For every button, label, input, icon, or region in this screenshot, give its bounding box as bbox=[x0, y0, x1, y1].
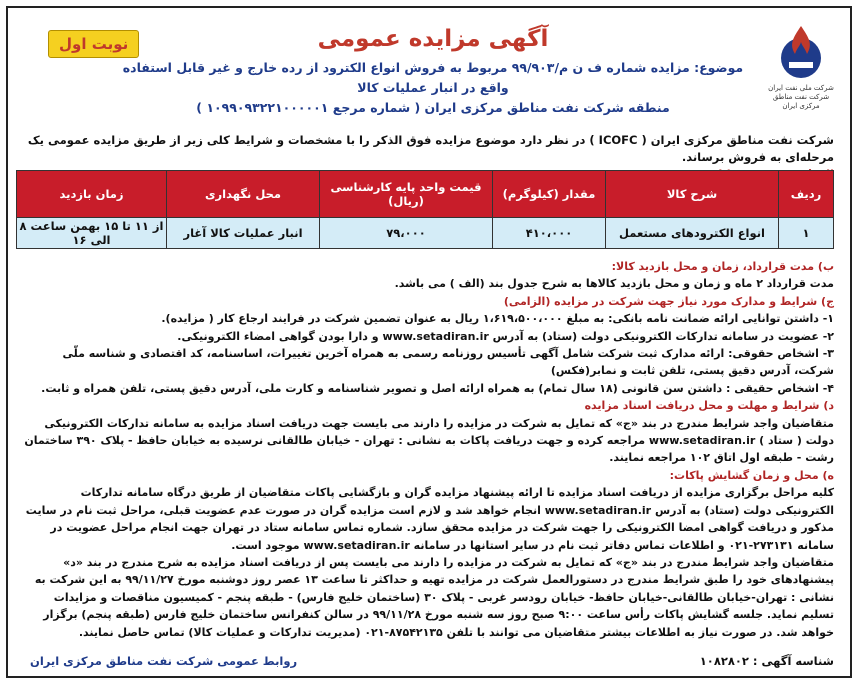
public-relations-signature: روابط عمومی شرکت نفت مناطق مرکزی ایران bbox=[30, 654, 298, 668]
first-notice-badge: نوبت اول bbox=[48, 30, 139, 58]
col-location-header: محل نگهداری bbox=[167, 171, 320, 218]
cell-qty: ۴۱۰،۰۰۰ bbox=[493, 218, 606, 249]
cell-price: ۷۹،۰۰۰ bbox=[320, 218, 493, 249]
subject-line-2: منطقه شرکت نفت مناطق مرکزی ایران ( شماره مرجع ۱۰۹۹۰۹۳۲۲۱۰۰۰۰۰۱ ) bbox=[196, 100, 670, 115]
cell-location: انبار عملیات کالا آغار bbox=[167, 218, 320, 249]
nioc-flame-icon bbox=[773, 22, 829, 80]
section-e-text-1: کلیه مراحل برگزاری مزایده از دریافت اسناد مزایده تا ارائه پیشنهاد مزایده گران و بازگشایی پاکات متقاضیان از طریق درگاه سامانه تدارکات الکترونیکی دولت (ستاد) به آدرس www.setadiran.ir انجام خواهد شد و لازم است مزایده گران در صورت عدم عضویت قبلی، مراحل ثبت نام در سایت مذکور و دریافت گواهی امضا الکترونیکی را جهت شرکت در مزایده محقق سازد. شماره تماس سامانه ستاد در تهران جهت انجام مراحل عضویت در سامانه ۲۷۳۱۳۱-۰۲۱ و اطلاعات تماس دفاتر ثبت نام در سایر استانها در سامانه www.setadiran.ir موجود است. bbox=[25, 486, 834, 552]
table-row bbox=[17, 218, 834, 249]
section-e-title: ه) محل و زمان گشایش پاکات: bbox=[669, 468, 834, 482]
section-b-title: ب) مدت قرارداد، زمان و محل بازدید کالا: bbox=[611, 260, 834, 273]
ad-id: شناسه آگهی : ۱۰۸۲۸۰۲ bbox=[699, 654, 834, 668]
notice-body bbox=[20, 258, 834, 641]
tender-notice bbox=[6, 6, 852, 678]
section-c-item: ۱- داشتن توانایی ارائه ضمانت نامه بانکی: به مبلغ ۱،۶۱۹،۵۰۰،۰۰۰ ریال به عنوان تضمین شرکت در فرایند ارجاع کار ( مزایده). bbox=[161, 312, 834, 326]
section-d-title: د) شرایط و مهلت و محل دریافت اسناد مزایده bbox=[584, 399, 834, 413]
section-c-title: ج) شرایط و مدارک مورد نیاز جهت شرکت در مزایده (الزامی) bbox=[503, 294, 834, 308]
col-item-header: شرح کالا bbox=[606, 171, 779, 218]
notice-footer bbox=[20, 654, 834, 668]
cell-item: انواع الکترودهای مستعمل bbox=[606, 218, 779, 249]
notice-header bbox=[108, 26, 758, 118]
col-visit-header: زمان بازدید bbox=[17, 171, 167, 218]
section-c-item: ۲- عضویت در سامانه تدارکات الکترونیکی دولت (ستاد) به آدرس www.setadiran.ir و دارا بودن گواهی امضاء الکترونیکی. bbox=[177, 329, 834, 343]
intro-text: شرکت نفت مناطق مرکزی ایران ( ICOFC ) در نظر دارد موضوع مزایده فوق الذکر را با مشخصات و شرایط کلی زیر از طریق مزایده عمومی یک مرحله‌ای به فروش برساند. bbox=[27, 133, 834, 164]
cell-row: ۱ bbox=[779, 218, 834, 249]
logo-caption: شرکت ملی نفت ایران شرکت نفت مناطق مرکزی ایران bbox=[768, 84, 834, 110]
col-row-header: ردیف bbox=[779, 171, 834, 218]
cell-visit: از ۱۱ تا ۱۵ بهمن ساعت ۸ الی ۱۶ bbox=[17, 218, 167, 249]
section-c-item: ۴- اشخاص حقیقی : داشتن سن قانونی (۱۸ سال تمام) به همراه ارائه اصل و تصویر شناسنامه و کارت ملی، آدرس دقیق پستی، تلفن همراه و ثابت. bbox=[41, 381, 834, 395]
section-e-text-2: متقاضیان واجد شرایط مندرج در بند «ج» که تمایل به شرکت در مزایده را دارند می بایست پس از دریافت اسناد مزایده به شرح مندرج در بند «د» پیشنهادهای خود را طبق شرایط مندرج در دستورالعمل شرکت در مزایده تهیه و حداکثر تا ساعت ۱۳ عصر روز دوشنبه مورخ ۹۹/۱۱/۲۷ به این شرکت به نشانی : تهران-خیابان طالقانی-خیابان حافظ- خیابان رودسر غربی - پلاک ۳۰ (ساختمان خلیج فارس) - طبقه پنجم - کمیسیون مناقصات و مزایدات تسلیم نماید. جلسه گشایش پاکات رأس ساعت ۹:۰۰ صبح روز سه شنبه مورخ ۹۹/۱۱/۲۸ در سالن کنفرانس ساختمان خلیج فارس (طبقه پنجم) برگزار خواهد شد. در صورت نیاز به اطلاعات بیشتر متقاضیان می توانند با تلفن ۸۷۵۴۲۱۳۵-۰۲۱ (مدیریت تدارکات و عملیات کالا) تماس حاصل نمایند. bbox=[34, 555, 834, 639]
col-qty-header: مقدار (کیلوگرم) bbox=[493, 171, 606, 218]
section-d-text: متقاضیان واجد شرایط مندرج در بند «ج» که تمایل به شرکت در مزایده را دارند می بایست جهت دریافت اسناد مزایده به سامانه تدارکات الکترونیکی دولت ( ستاد ) www.setadiran.ir مراجعه کرده و جهت دریافت پاکات به نشانی : تهران - خیابان طالقانی نرسیده به خیابان حافظ - پلاک ۳۹۰ ساختمان رشت - طبقه اول اتاق ۱۰۲ مراجعه نمایند. bbox=[24, 416, 834, 465]
nioc-logo bbox=[768, 22, 834, 111]
notice-title: آگهی مزایده عمومی bbox=[317, 26, 549, 52]
subject-line-1: موضوع: مزایده شماره ف ن م/۹۹/۹۰۳ مربوط به فروش انواع الکترود از رده خارج و غیر قابل استفاده واقع در انبار عملیات کالا bbox=[122, 60, 744, 95]
section-b-text: مدت قرارداد ۲ ماه و زمان و محل بازدید کالاها به شرح جدول بند (الف ) می باشد. bbox=[394, 277, 834, 291]
table-header-row bbox=[17, 171, 834, 218]
col-price-header: قیمت واحد پایه کارشناسی (ریال) bbox=[320, 171, 493, 218]
items-table bbox=[16, 170, 834, 249]
section-c-item: ۳- اشخاص حقوقی: ارائه مدارک ثبت شرکت شامل آگهی تأسیس روزنامه رسمی به همراه آخرین تغییرات، اساسنامه، کد اقتصادی و شناسه ملّی شرکت، آدرس دقیق پستی، تلفن ثابت و نمابر(فکس) bbox=[62, 347, 834, 378]
